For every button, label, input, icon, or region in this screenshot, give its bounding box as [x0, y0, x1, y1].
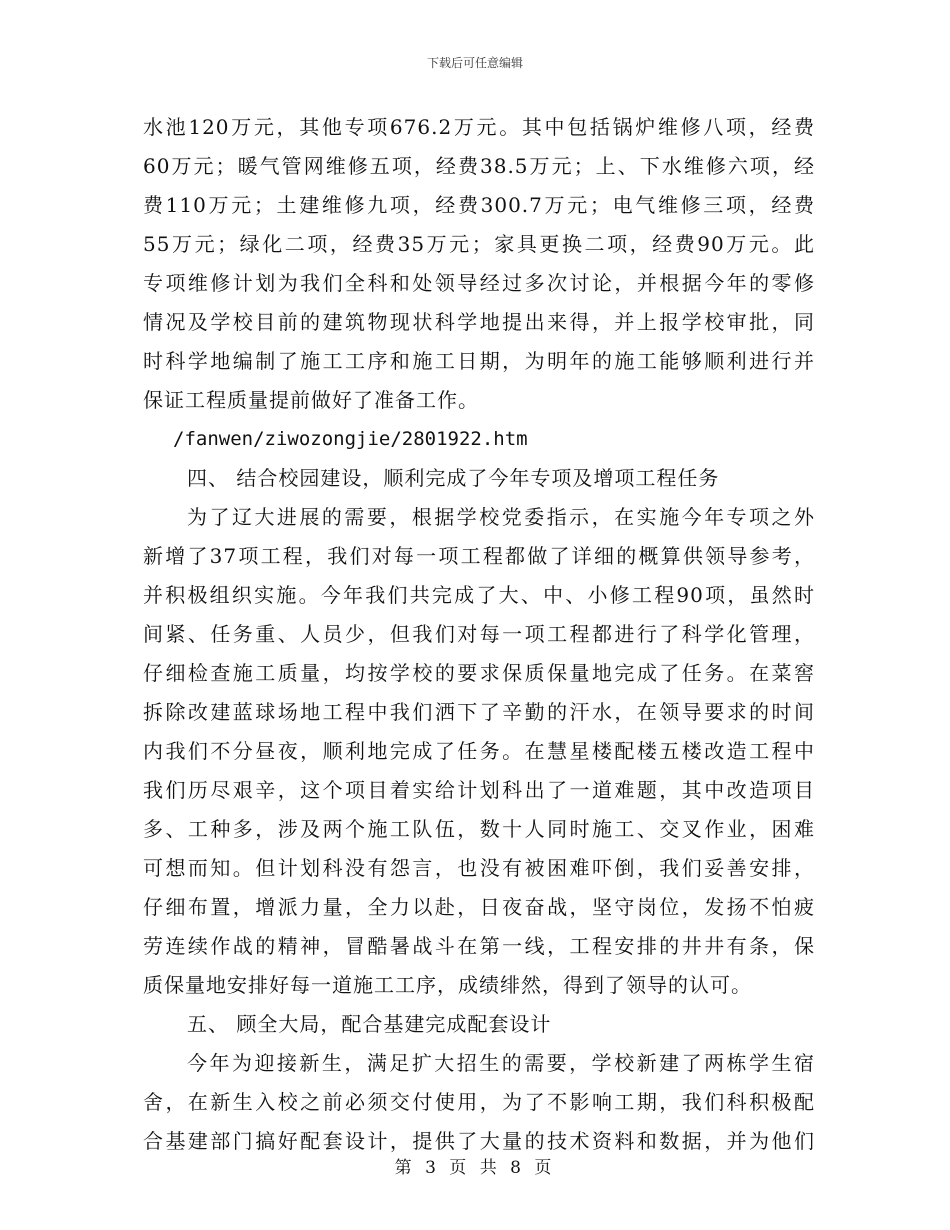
body-line: 情况及学校目前的建筑物现状科学地提出来得，并上报学校审批，同 — [143, 310, 815, 334]
url-line: /fanwen/ziwozongjie/2801922.htm — [173, 428, 528, 450]
body-line: 费110万元；土建维修九项，经费300.7万元；电气维修三项，经费 — [143, 193, 815, 217]
body-line: 保证工程质量提前做好了准备工作。 — [143, 388, 479, 412]
body-line: 为了辽大进展的需要，根据学校党委指示，在实施今年专项之外 — [187, 505, 815, 529]
body-line: 内我们不分昼夜，顺利地完成了任务。在慧星楼配楼五楼改造工程中 — [143, 739, 815, 763]
section-heading-5: 五、 顾全大局，配合基建完成配套设计 — [187, 1012, 552, 1036]
body-line: 舍，在新生入校之前必须交付使用，为了不影响工期，我们科积极配 — [143, 1090, 815, 1114]
body-line: 质保量地安排好每一道施工工序，成绩绯然，得到了领导的认可。 — [143, 973, 752, 997]
body-line: 水池120万元，其他专项676.2万元。其中包括锅炉维修八项，经费 — [143, 115, 815, 139]
body-line: 55万元；绿化二项，经费35万元；家具更换二项，经费90万元。此 — [143, 232, 815, 256]
document-body — [143, 108, 815, 1161]
body-line: 新增了37项工程，我们对每一项工程都做了详细的概算供领导参考， — [143, 544, 815, 568]
body-line: 专项维修计划为我们全科和处领导经过多次讨论，并根据今年的零修 — [143, 271, 815, 295]
body-line: 间紧、任务重、人员少，但我们对每一项工程都进行了科学化管理， — [143, 622, 815, 646]
page-header: 下载后可任意编辑 — [426, 56, 523, 70]
body-line: 拆除改建蓝球场地工程中我们洒下了辛勤的汗水，在领导要求的时间 — [143, 700, 815, 724]
body-line: 劳连续作战的精神，冒酷暑战斗在第一线，工程安排的井井有条，保 — [143, 934, 815, 958]
body-line: 多、工种多，涉及两个施工队伍，数十人同时施工、交叉作业，困难 — [143, 817, 815, 841]
body-line: 并积极组织实施。今年我们共完成了大、中、小修工程90项，虽然时 — [143, 583, 815, 607]
body-line: 仔细布置，增派力量，全力以赴，日夜奋战，坚守岗位，发扬不怕疲 — [143, 895, 815, 919]
body-line: 合基建部门搞好配套设计，提供了大量的技术资料和数据，并为他们 — [143, 1129, 815, 1153]
body-line: 时科学地编制了施工工序和施工日期，为明年的施工能够顺利进行并 — [143, 349, 815, 373]
body-line: 今年为迎接新生，满足扩大招生的需要，学校新建了两栋学生宿 — [187, 1051, 815, 1075]
body-line: 仔细检查施工质量，均按学校的要求保质保量地完成了任务。在菜窖 — [143, 661, 815, 685]
page-footer: 第 3 页 共 8 页 — [394, 1158, 556, 1178]
body-line: 60万元；暖气管网维修五项，经费38.5万元；上、下水维修六项，经 — [143, 154, 815, 178]
section-heading-4: 四、 结合校园建设，顺利完成了今年专项及增项工程任务 — [187, 466, 720, 490]
body-line: 可想而知。但计划科没有怨言，也没有被困难吓倒，我们妥善安排， — [143, 856, 815, 880]
body-line: 我们历尽艰辛，这个项目着实给计划科出了一道难题，其中改造项目 — [143, 778, 815, 802]
